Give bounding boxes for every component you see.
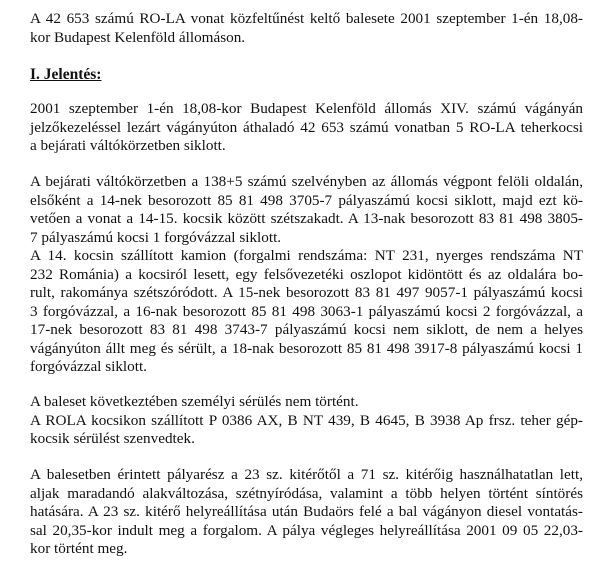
text-line: kocsik sérülést szenvedtek. [30, 430, 195, 447]
text-line: A 42 653 számú RO-LA vonat közfeltűnést keltő balesete 2001 szeptember 1-én 18,08- [30, 10, 583, 27]
text-line: hatására. A 23 sz. kitérő helyreállítása után Budaörs felé a bal vágányon diesel vontatás- [30, 503, 583, 520]
text-line: rult, rakománya szétszóródott. A 15-nek besorozott 83 81 497 9057-1 pályaszámú kocsi [30, 284, 583, 301]
text-line: 17-nek besorozott 83 81 498 3743-7 pályaszámú kocsi nem siklott, de nem a helyes [30, 321, 583, 338]
text-line: sal 20,35-kor indult meg a forgalom. A pálya végleges helyreállítása 2001 09 05 22,03- [30, 521, 583, 539]
text-line: 7 pályaszámú kocsi 1 forgóvázzal siklott. [30, 228, 282, 246]
text-line: A balesetben érintett pályarész a 23 sz. kitérőtől a 71 sz. kitérőig használhatatlan lett, [30, 466, 583, 483]
text-line: kor történt meg. [30, 540, 128, 557]
text-line: 3 forgóvázzal, a 16-nak besorozott 85 81 498 3063-1 pályaszámú kocsi 2 forgóvázzal, a [30, 302, 583, 320]
text-line: 2001 szeptember 1-én 18,08-kor Budapest Kelenföld állomás XIV. számú vágányán [30, 100, 583, 117]
text-line: vetően a vonat a 14-15. kocsik között szétszakadt. A 13-nak besorozott 83 81 498 3805- [30, 210, 583, 227]
intro-paragraph [30, 10, 583, 47]
text-line: A bejárati váltókörzetben a 138+5 számú szelvényben az állomás végpont felöli oldalán, [30, 173, 583, 190]
paragraph-consequences [30, 393, 583, 449]
text-line: aljak maradandó alakváltozása, szétnyíródása, valamint a több helyen történt síntörés [30, 484, 583, 502]
text-line: kor Budapest Kelenföld állomáson. [30, 28, 246, 46]
text-line: 232 Románia) a kocsiról lesett, egy felsővezetéki oszlopot kidöntött és az oldalára bo- [30, 265, 583, 283]
text-line: a bejárati váltókörzetben siklott. [30, 137, 226, 154]
text-line: A 14. kocsin szállított kamion (forgalmi rendszáma: NT 231, nyerges rendszáma NT [30, 247, 583, 264]
text-line: jelzőkezeléssel lezárt vágányúton áthaladó 42 653 számú vonatban 5 RO-LA teherkocsi [30, 118, 583, 136]
text-line: A ROLA kocsikon szállított P 0386 AX, B NT 439, B 4645, B 3938 Ap frsz. teher gép- [30, 411, 583, 429]
section-heading: I. Jelentés: [30, 66, 102, 83]
text-line: forgóvázzal siklott. [30, 358, 147, 375]
paragraph-incident [30, 100, 583, 156]
text-line: A baleset következtében személyi sérülés nem történt. [30, 393, 359, 410]
text-line: elsőként a 14-nek besorozott 85 81 498 3705-7 pályaszámú kocsi siklott, majd ezt kö- [30, 191, 583, 209]
text-line: vágányúton állt meg és sérült, a 18-nak besorozott 85 81 498 3917-8 pályaszámú kocsi 1 [30, 339, 583, 357]
paragraph-track-damage [30, 466, 583, 559]
paragraph-derailment-details [30, 173, 583, 377]
